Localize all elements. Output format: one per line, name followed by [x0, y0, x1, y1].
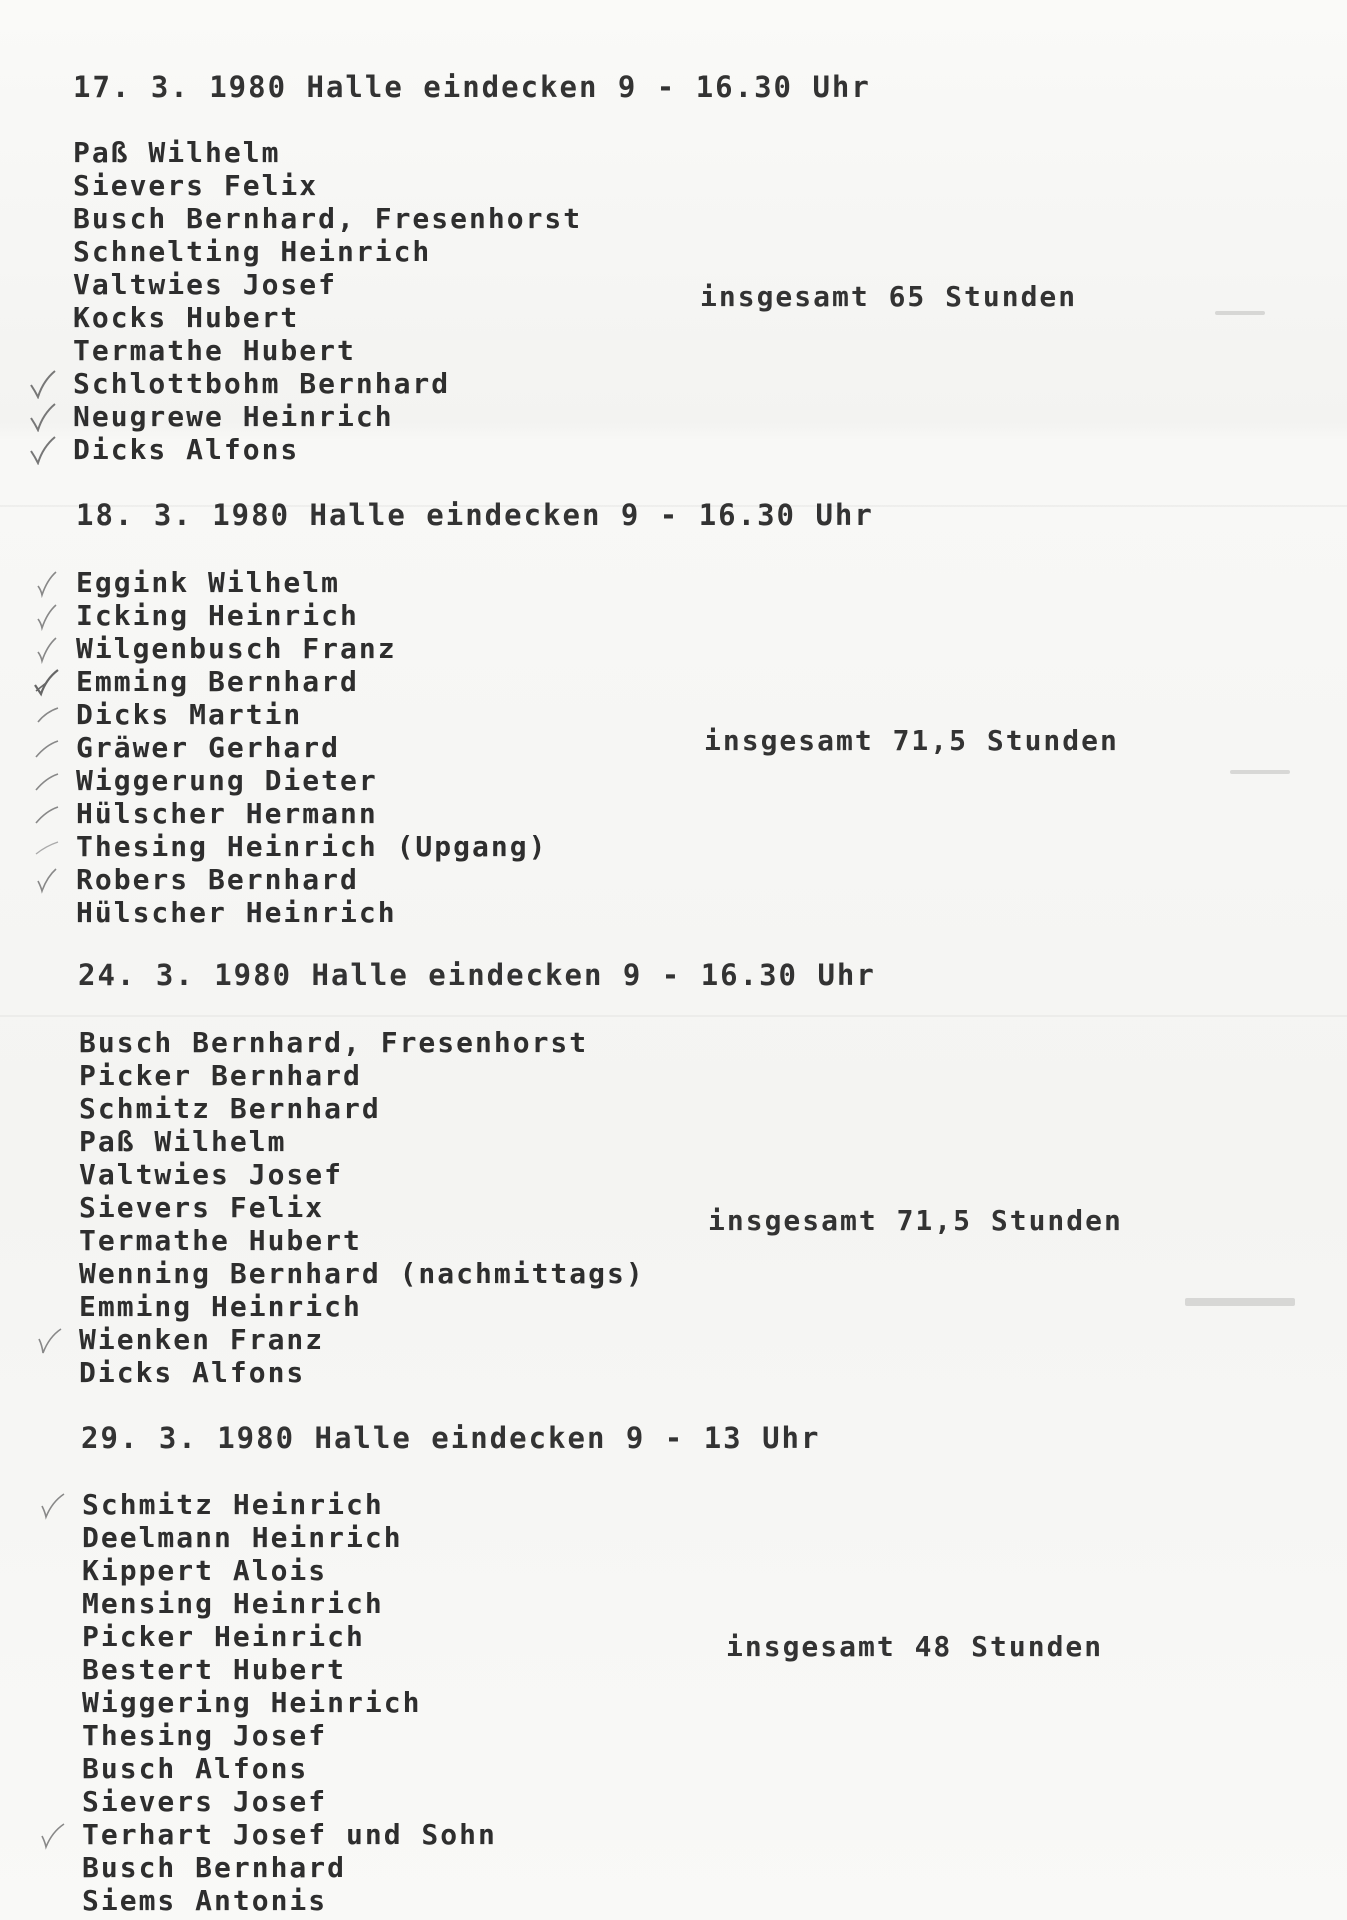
checkmark-icon	[32, 700, 60, 730]
checkmark-icon	[32, 601, 60, 631]
name-text: Sievers Felix	[79, 1191, 325, 1224]
entry-heading: 24. 3. 1980 Halle eindecken 9 - 16.30 Uhr	[78, 958, 876, 992]
name-text: Schnelting Heinrich	[73, 235, 432, 268]
name-item	[73, 367, 582, 400]
name-text: Paß Wilhelm	[73, 136, 281, 169]
name-text: Wiggering Heinrich	[82, 1686, 422, 1719]
checkmark-icon	[29, 402, 57, 432]
name-text: Mensing Heinrich	[82, 1587, 384, 1620]
name-item	[79, 1092, 645, 1125]
entry-heading: 18. 3. 1980 Halle eindecken 9 - 16.30 Uhr	[76, 498, 874, 532]
name-text: Robers Bernhard	[76, 863, 359, 896]
hours-total: insgesamt 71,5 Stunden	[708, 1204, 1123, 1237]
name-item	[82, 1488, 497, 1521]
name-text: Hülscher Hermann	[76, 797, 378, 830]
name-item	[73, 433, 582, 466]
name-item	[79, 1290, 645, 1323]
name-text: Busch Bernhard, Fresenhorst	[79, 1026, 589, 1059]
name-item	[82, 1620, 497, 1653]
name-text: Valtwies Josef	[73, 268, 338, 301]
checkmark-icon	[32, 799, 60, 829]
name-item	[79, 1224, 645, 1257]
name-item	[73, 268, 582, 301]
name-text: Gräwer Gerhard	[76, 731, 341, 764]
checkmark-icon	[32, 766, 60, 796]
name-item	[76, 764, 547, 797]
name-item	[73, 301, 582, 334]
name-list	[73, 136, 582, 466]
name-item	[79, 1059, 645, 1092]
smudge	[1215, 311, 1265, 315]
name-text: Paß Wilhelm	[79, 1125, 287, 1158]
checkmark-icon	[32, 634, 60, 664]
checkmark-icon	[32, 832, 60, 862]
name-item	[79, 1158, 645, 1191]
name-text: Busch Bernhard	[82, 1851, 347, 1884]
entry-heading: 17. 3. 1980 Halle eindecken 9 - 16.30 Uhr	[73, 70, 871, 104]
name-text: Kippert Alois	[82, 1554, 328, 1587]
name-item	[76, 863, 547, 896]
name-item	[73, 334, 582, 367]
name-item	[82, 1521, 497, 1554]
name-item	[82, 1818, 497, 1851]
name-text: Dicks Martin	[76, 698, 303, 731]
name-item	[76, 665, 547, 698]
name-item	[79, 1125, 645, 1158]
name-list	[79, 1026, 645, 1389]
name-item	[73, 169, 582, 202]
name-text: Emming Heinrich	[79, 1290, 362, 1323]
name-item	[76, 830, 547, 863]
name-item	[82, 1653, 497, 1686]
name-text: Sievers Josef	[82, 1785, 328, 1818]
name-text: Emming Bernhard	[76, 665, 359, 698]
name-text: Wiggerung Dieter	[76, 764, 378, 797]
name-text: Wienken Franz	[79, 1323, 325, 1356]
name-item	[73, 136, 582, 169]
name-list	[76, 566, 547, 929]
name-text: Hülscher Heinrich	[76, 896, 397, 929]
smudge	[1185, 1298, 1295, 1306]
name-text: Picker Bernhard	[79, 1059, 362, 1092]
name-text: Picker Heinrich	[82, 1620, 365, 1653]
name-item	[73, 400, 582, 433]
name-text: Wilgenbusch Franz	[76, 632, 397, 665]
name-text: Kocks Hubert	[73, 301, 300, 334]
checkmark-icon	[32, 733, 60, 763]
name-text: Thesing Heinrich (Upgang)	[76, 830, 548, 863]
name-text: Terhart Josef und Sohn	[82, 1818, 497, 1851]
name-item	[79, 1257, 645, 1290]
name-item	[82, 1884, 497, 1917]
name-text: Termathe Hubert	[73, 334, 356, 367]
name-list	[82, 1488, 497, 1917]
name-text: Busch Alfons	[82, 1752, 309, 1785]
name-text: Dicks Alfons	[79, 1356, 306, 1389]
name-text: Thesing Josef	[82, 1719, 328, 1752]
name-item	[82, 1719, 497, 1752]
hours-total: insgesamt 71,5 Stunden	[704, 724, 1119, 757]
checkmark-icon	[32, 667, 60, 697]
checkmark-icon	[38, 1820, 66, 1850]
name-text: Deelmann Heinrich	[82, 1521, 403, 1554]
name-text: Eggink Wilhelm	[76, 566, 341, 599]
name-text: Bestert Hubert	[82, 1653, 347, 1686]
name-item	[76, 896, 547, 929]
name-item	[76, 731, 547, 764]
name-item	[73, 235, 582, 268]
checkmark-icon	[35, 1325, 63, 1355]
name-item	[82, 1554, 497, 1587]
name-text: Neugrewe Heinrich	[73, 400, 394, 433]
name-text: Dicks Alfons	[73, 433, 300, 466]
checkmark-icon	[29, 435, 57, 465]
name-item	[82, 1587, 497, 1620]
name-item	[79, 1323, 645, 1356]
name-item	[82, 1785, 497, 1818]
checkmark-icon	[32, 865, 60, 895]
paper-fold	[0, 1015, 1347, 1017]
name-item	[79, 1026, 645, 1059]
name-text: Schmitz Bernhard	[79, 1092, 381, 1125]
name-text: Valtwies Josef	[79, 1158, 344, 1191]
name-item	[79, 1356, 645, 1389]
name-text: Sievers Felix	[73, 169, 319, 202]
name-item	[76, 632, 547, 665]
checkmark-icon	[29, 369, 57, 399]
name-text: Schmitz Heinrich	[82, 1488, 384, 1521]
name-text: Icking Heinrich	[76, 599, 359, 632]
name-text: Termathe Hubert	[79, 1224, 362, 1257]
name-text: Siems Antonis	[82, 1884, 328, 1917]
name-item	[76, 797, 547, 830]
name-item	[82, 1851, 497, 1884]
smudge	[1230, 770, 1290, 774]
name-item	[76, 698, 547, 731]
checkmark-icon	[38, 1490, 66, 1520]
name-text: Wenning Bernhard (nachmittags)	[79, 1257, 645, 1290]
name-text: Schlottbohm Bernhard	[73, 367, 451, 400]
name-item	[82, 1686, 497, 1719]
name-item	[76, 599, 547, 632]
name-text: Busch Bernhard, Fresenhorst	[73, 202, 583, 235]
name-item	[82, 1752, 497, 1785]
name-item	[76, 566, 547, 599]
name-item	[79, 1191, 645, 1224]
checkmark-icon	[32, 568, 60, 598]
hours-total: insgesamt 48 Stunden	[726, 1630, 1104, 1663]
hours-total: insgesamt 65 Stunden	[700, 280, 1078, 313]
entry-heading: 29. 3. 1980 Halle eindecken 9 - 13 Uhr	[81, 1421, 821, 1455]
name-item	[73, 202, 582, 235]
